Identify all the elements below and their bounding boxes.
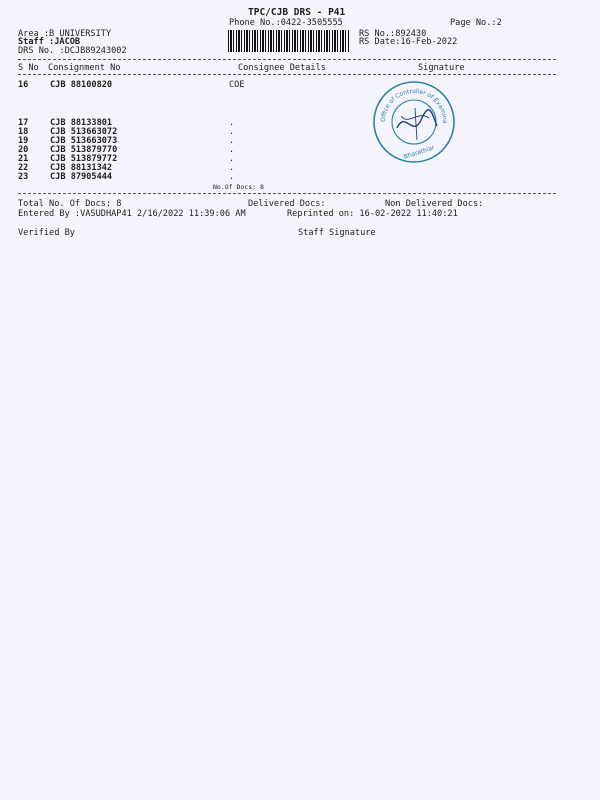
column-header-consignee-details: Consignee Details [238,63,326,73]
area-label: Area :B UNIVERSITY [18,29,112,39]
row-consignment-no: CJB 87905444 [50,172,113,182]
row-consignee: . [229,154,235,164]
row-s-no: 21 [18,154,29,164]
column-header-s-no: S No [18,63,39,73]
staff-label: Staff :JACOB [18,37,81,47]
row-s-no: 17 [18,118,29,128]
row-consignee: COE [229,80,245,90]
table-row [0,81,600,90]
column-header-consignment-no: Consignment No [48,63,121,73]
drs-number: DRS No. :DCJB89243002 [18,46,127,56]
row-s-no: 22 [18,163,29,173]
row-s-no: 18 [18,127,29,137]
divider [18,59,556,60]
non-delivered-docs: Non Delivered Docs: [385,199,484,209]
row-consignee: . [229,118,235,128]
no-of-docs: No.Of Docs: 8 [213,183,264,191]
entered-by: Entered By :VASUDHAP41 2/16/2022 11:39:06 AM [18,209,246,219]
divider [18,74,556,75]
row-consignment-no: CJB 513879772 [50,154,118,164]
rs-number: RS No.:892430 [359,29,427,39]
row-consignee: . [229,172,235,182]
row-consignee: . [229,127,235,137]
row-s-no: 19 [18,136,29,146]
row-s-no: 23 [18,172,29,182]
row-consignment-no: CJB 88100820 [50,80,113,90]
row-consignment-no: CJB 513879770 [50,145,118,155]
rs-date: RS Date:16-Feb-2022 [359,37,458,47]
verified-by: Verified By [18,228,75,238]
row-consignment-no: CJB 88133801 [50,118,113,128]
row-consignment-no: CJB 513663072 [50,127,118,137]
row-consignment-no: CJB 513663073 [50,136,118,146]
svg-text:Office of Controller of Examin: Office of Controller of Examina [379,87,449,124]
total-docs: Total No. Of Docs: 8 [18,199,122,209]
divider [18,193,556,194]
row-consignee: . [229,163,235,173]
table-row [0,173,600,182]
column-header-signature: Signature [418,63,465,73]
report-title: TPC/CJB DRS - P41 [248,7,346,18]
page-number: Page No.:2 [450,18,502,28]
barcode [228,30,350,52]
delivered-docs: Delivered Docs: [248,199,326,209]
phone-number: Phone No.:0422-3505555 [229,18,343,28]
row-s-no: 20 [18,145,29,155]
round-seal-stamp [371,80,457,164]
staff-signature: Staff Signature [298,228,376,238]
row-consignee: . [229,145,235,155]
svg-text:Bharathiar: Bharathiar [402,144,436,161]
row-consignment-no: CJB 88131342 [50,163,113,173]
row-s-no: 16 [18,80,29,90]
reprinted-on: Reprinted on: 16-02-2022 11:40:21 [287,209,458,219]
row-consignee: . [229,136,235,146]
